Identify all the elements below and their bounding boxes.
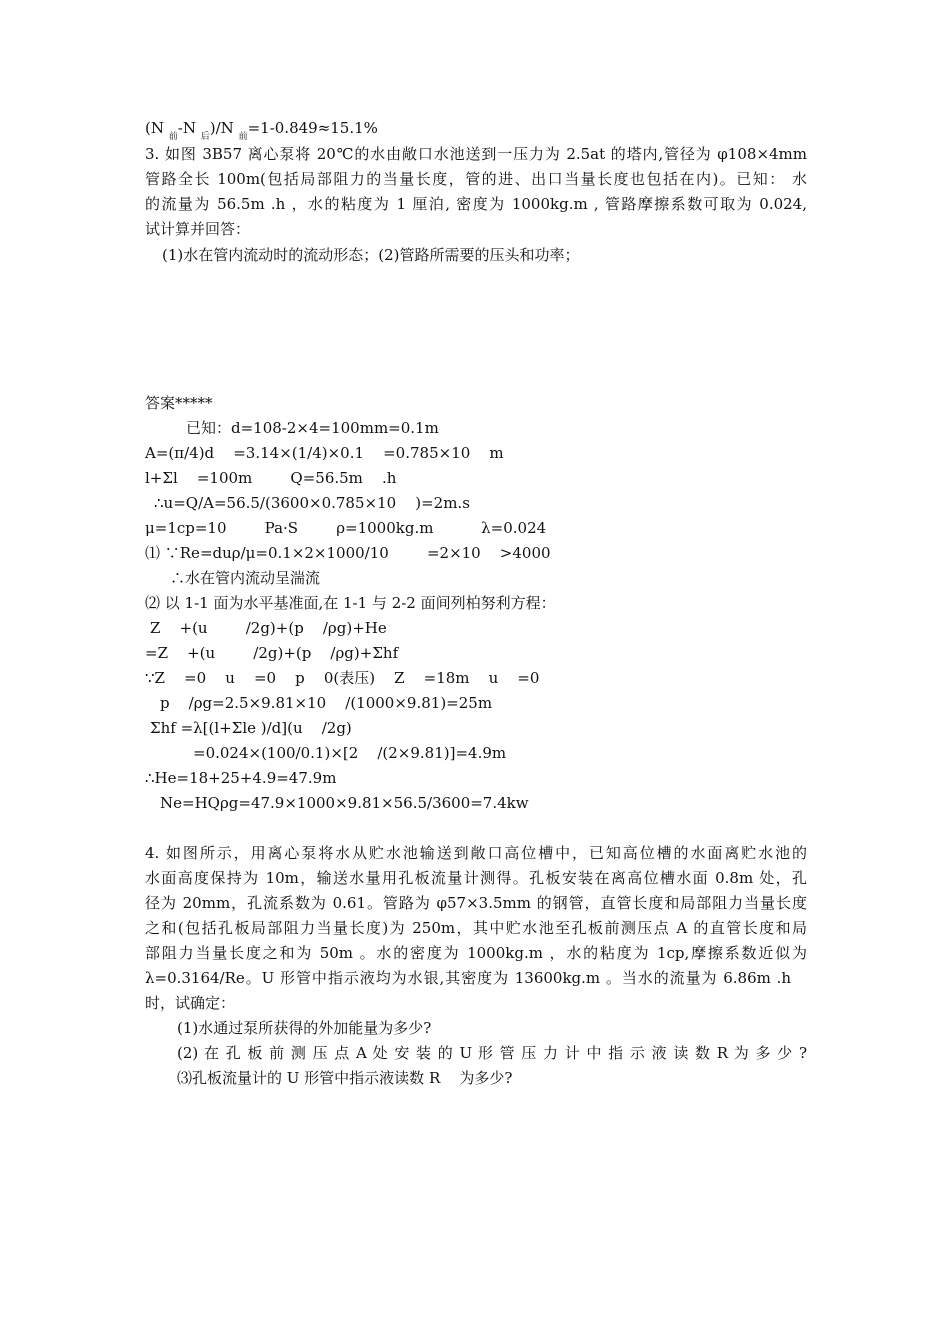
problem4-question: (2) 在 孔 板 前 测 压 点 A 处 安 装 的 U 形 管 压 力 计 中 指 示 液 读 数 R 为 多 少 ?: [177, 1044, 807, 1062]
text-fragment: )/N: [209, 119, 239, 137]
problem4-question: ⑶孔板流量计的 U 形管中指示液读数 R 为多少?: [177, 1069, 513, 1087]
answer-line: ⑴ ∵Re=duρ/μ=0.1×2×1000/10 =2×10 >4000: [145, 544, 551, 562]
problem4-line: 4. 如图所示，用离心泵将水从贮水池输送到敞口高位槽中，已知高位槽的水面离贮水池的: [145, 844, 807, 862]
answer-line: μ=1cp=10 Pa·S ρ=1000kg.m λ=0.024: [145, 519, 547, 537]
problem3-line: 的流量为 56.5m .h ，水的粘度为 1 厘泊, 密度为 1000kg.m , 管路摩擦系数可取为 0.024,: [145, 195, 807, 213]
text-fragment: =1-0.849≈15.1%: [247, 119, 378, 137]
answer-line: Σhf =λ[(l+Σle )/d](u /2g): [150, 719, 352, 737]
answer-line: ⑵ 以 1-1 面为水平基准面,在 1-1 与 2-2 面间列柏努利方程：: [145, 594, 556, 612]
answer-line: l+Σl =100m Q=56.5m .h: [145, 469, 397, 487]
answer-line: ∴He=18+25+4.9=47.9m: [145, 769, 337, 787]
efficiency-result-line: [145, 118, 378, 141]
answer-line: ∵Z =0 u =0 p 0(表压) Z =18m u =0: [145, 669, 540, 687]
answer-line: =Z +(u /2g)+(p /ρg)+Σhf: [145, 644, 399, 662]
text-fragment: -N: [177, 119, 201, 137]
answer-line: ∴水在管内流动呈湍流: [170, 569, 321, 587]
answer-line: A=(π/4)d =3.14×(1/4)×0.1 =0.785×10 m: [145, 444, 504, 462]
answer-line: =0.024×(100/0.1)×[2 /(2×9.81)]=4.9m: [193, 744, 507, 762]
problem4-line: 部阻力当量长度之和为 50m 。水的密度为 1000kg.m ，水的粘度为 1cp,摩擦系数近似为: [145, 944, 807, 962]
problem4-line: 径为 20mm，孔流系数为 0.61。管路为 φ57×3.5mm 的钢管，直管长度和局部阻力当量长度: [145, 894, 807, 912]
answer-line: ∴u=Q/A=56.5/(3600×0.785×10 )=2m.s: [154, 494, 470, 512]
problem4-line: 时，试确定：: [145, 994, 236, 1012]
problem4-question: (1)水通过泵所获得的外加能量为多少?: [177, 1019, 432, 1037]
problem3-line: 试计算并回答：: [145, 220, 251, 238]
answer-line: Z +(u /2g)+(p /ρg)+He: [150, 619, 387, 637]
problem3-question: (1)水在管内流动时的流动形态；(2)管路所需要的压头和功率；: [162, 246, 580, 264]
problem4-line: 之和(包括孔板局部阻力当量长度)为 250m，其中贮水池至孔板前测压点 A 的直管长度和局: [145, 919, 807, 937]
answer-line: Ne=HQρg=47.9×1000×9.81×56.5/3600=7.4kw: [160, 794, 529, 812]
subscript: 前: [168, 132, 178, 142]
problem4-line: 水面高度保持为 10m，输送水量用孔板流量计测得。孔板安装在离高位槽水面 0.8m 处，孔: [145, 869, 807, 887]
answer-line: p /ρg=2.5×9.81×10 /(1000×9.81)=25m: [160, 694, 493, 712]
answer-header: 答案*****: [145, 394, 213, 412]
problem3-line: 3. 如图 3B57 离心泵将 20℃的水由敞口水池送到一压力为 2.5at 的塔内,管径为 φ108×4mm: [145, 145, 807, 163]
problem3-line: 管路全长 100m(包括局部阻力的当量长度，管的进、出口当量长度也包括在内)。已知： 水: [145, 170, 807, 188]
subscript: 前: [238, 132, 248, 142]
text-fragment: (N: [145, 119, 169, 137]
answer-line: 已知：d=108-2×4=100mm=0.1m: [186, 419, 439, 437]
problem4-line: λ=0.3164/Re。U 形管中指示液均为水银,其密度为 13600kg.m 。当水的流量为 6.86m .h: [145, 969, 791, 987]
subscript: 后: [200, 132, 210, 142]
